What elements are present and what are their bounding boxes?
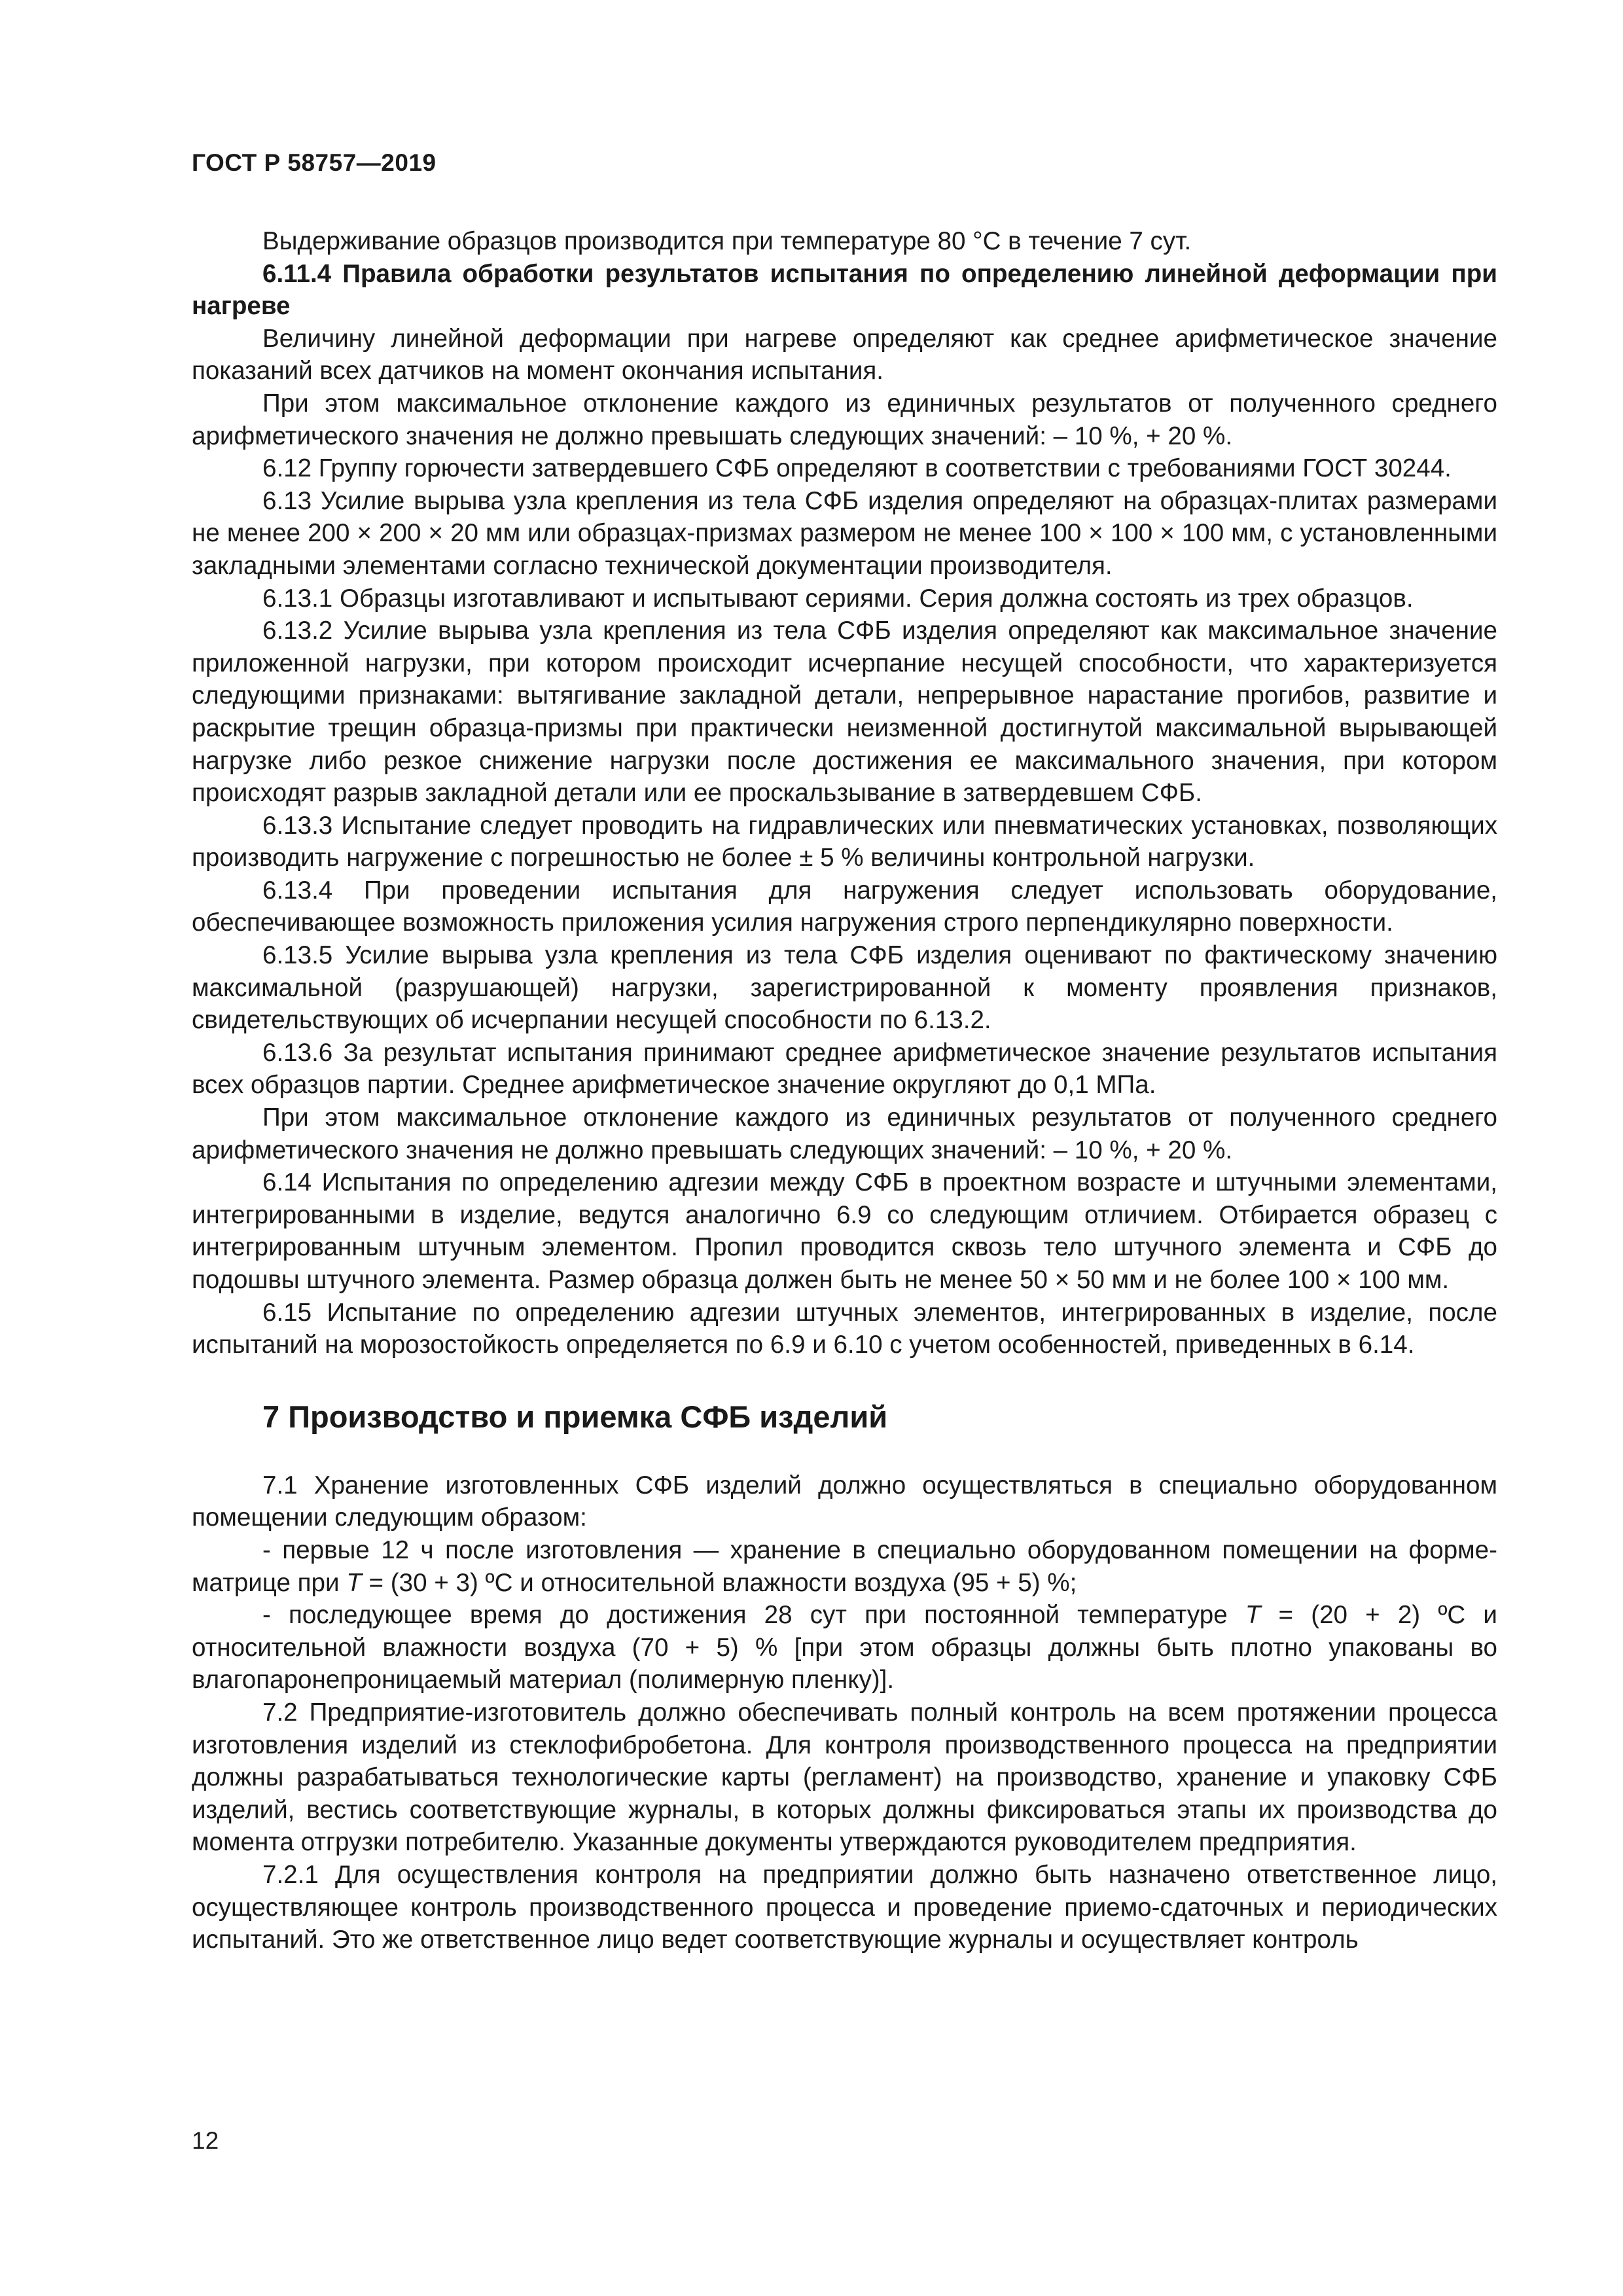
paragraph: 6.12 Группу горючести затвердевшего СФБ определяют в соответствии с требованиями ГОСТ 30244. (262, 454, 1452, 483)
temperature-variable: T (346, 1568, 362, 1597)
paragraph: 6.13.4 При проведении испытания для нагружения следует использовать оборудование, обеспечивающее возможность приложения усилия нагружения строго перпендикулярно поверхности. (192, 876, 1497, 937)
list-item (192, 1599, 1497, 1696)
section-heading-7: 7 Производство и приемка СФБ изделий (262, 1399, 888, 1434)
paragraph: 7.2.1 Для осуществления контроля на предприятии должно быть назначено ответственное лицо, осуществляющее контроль производственного процесса и проведение приемо-сдаточных и периодических испытаний. Это же ответственное лицо ведет соответствующие журналы и осуществляет контроль (192, 1860, 1497, 1954)
paragraph: 6.13.2 Усилие вырыва узла крепления из тела СФБ изделия определяют как максимальное значение приложенной нагрузки, при котором происходит исчерпание несущей способности, что характеризуется следующими признаками: вытягивание закладной детали, непрерывное нарастание прогибов, развитие и раскрытие трещин образца-призмы при практически неизменной достигнутой максимальной вырывающей нагрузке либо резкое снижение нагрузки после достижения ее максимального значения, при котором происходят разрыв закладной детали или ее проскальзывание в затвердевшем СФБ. (192, 617, 1497, 808)
page-number: 12 (192, 2127, 219, 2154)
standard-header: ГОСТ Р 58757—2019 (192, 149, 437, 176)
paragraph: 6.13.6 За результат испытания принимают среднее арифметическое значение результатов испытания всех образцов партии. Среднее арифметическое значение округляют до 0,1 МПа. (192, 1038, 1497, 1100)
paragraph: 6.15 Испытание по определению адгезии штучных элементов, интегрированных в изделие, после испытаний на морозостойкость определяется по 6.9 и 6.10 с учетом особенностей, приведенных в 6.14. (192, 1298, 1497, 1359)
paragraph: 6.14 Испытания по определению адгезии между СФБ в проектном возрасте и штучными элементами, интегрированными в изделие, ведутся аналогично 6.9 со следующим отличием. Отбирается образец с интегрированным штучным элементом. Пропил проводится сквозь тело штучного элемента и СФБ до подошвы штучного элемента. Размер образца должен быть не менее 50 × 50 мм и не более 100 × 100 мм. (192, 1168, 1497, 1294)
paragraph: 6.13.5 Усилие вырыва узла крепления из тела СФБ изделия оценивают по фактическому значению максимальной (разрушающей) нагрузки, зарегистрированной к моменту проявления признаков, свидетельствующих об исчерпании несущей способности по 6.13.2. (192, 941, 1497, 1035)
list-item-text: = (20 + 2) ºС и относительной влажности воздуха (70 + 5) % [при этом образцы должны быть плотно упакованы во влагопаронепроницаемый материал (полимерную пленку)]. (192, 1601, 1497, 1695)
list-item-text: - первые 12 ч после изготовления — хранение в специально оборудованном помещении на форме-матрице при (192, 1535, 1497, 1597)
paragraph: 6.13 Усилие вырыва узла крепления из тела СФБ изделия определяют на образцах-плитах размерами не менее 200 × 200 × 20 мм или образцах-призмах размером не менее 100 × 100 × 100 мм, с установленными закладными элементами согласно технической документации производителя. (192, 486, 1497, 580)
paragraph: Величину линейной деформации при нагреве определяют как среднее арифметическое значение показаний всех датчиков на момент окончания испытания. (192, 324, 1497, 386)
paragraph: 6.13.3 Испытание следует проводить на гидравлических или пневматических установках, позволяющих производить нагружение с погрешностью не более ± 5 % величины контрольной нагрузки. (192, 811, 1497, 872)
paragraph: При этом максимальное отклонение каждого из единичных результатов от полученного среднего арифметического значения не должно превышать следующих значений: – 10 %, + 20 %. (192, 389, 1497, 450)
paragraph: 7.2 Предприятие-изготовитель должно обеспечивать полный контроль на всем протяжении процесса изготовления изделий из стеклофибробетона. Для контроля производственного процесса на предприятии должны разрабатываться технологические карты (регламент) на производство, хранение и упаковку СФБ изделий, вестись соответствующие журналы, в которых должны фиксироваться этапы их производства до момента отгрузки потребителю. Указанные документы утверждаются руководителем предприятия. (192, 1698, 1497, 1857)
page-body (192, 225, 1497, 1956)
temperature-variable: T (1245, 1601, 1261, 1630)
paragraph: 6.13.1 Образцы изготавливают и испытывают сериями. Серия должна состоять из трех образцов. (262, 584, 1414, 613)
paragraph: 7.1 Хранение изготовленных СФБ изделий должно осуществляться в специально оборудованном помещении следующим образом: (192, 1471, 1497, 1532)
list-item-text: - последующее время до достижения 28 сут при постоянной температуре (262, 1601, 1245, 1630)
paragraph: При этом максимальное отклонение каждого из единичных результатов от полученного среднего арифметического значения не должно превышать следующих значений: – 10 %, + 20 %. (192, 1103, 1497, 1164)
paragraph: Выдерживание образцов производится при температуре 80 °С в течение 7 сут. (262, 227, 1192, 255)
list-item-text: = (30 + 3) ºС и относительной влажности воздуха (95 + 5) %; (361, 1568, 1077, 1597)
clause-heading-6-11-4: 6.11.4 Правила обработки результатов испытания по определению линейной деформации при нагреве (192, 259, 1497, 321)
list-item (192, 1534, 1497, 1599)
